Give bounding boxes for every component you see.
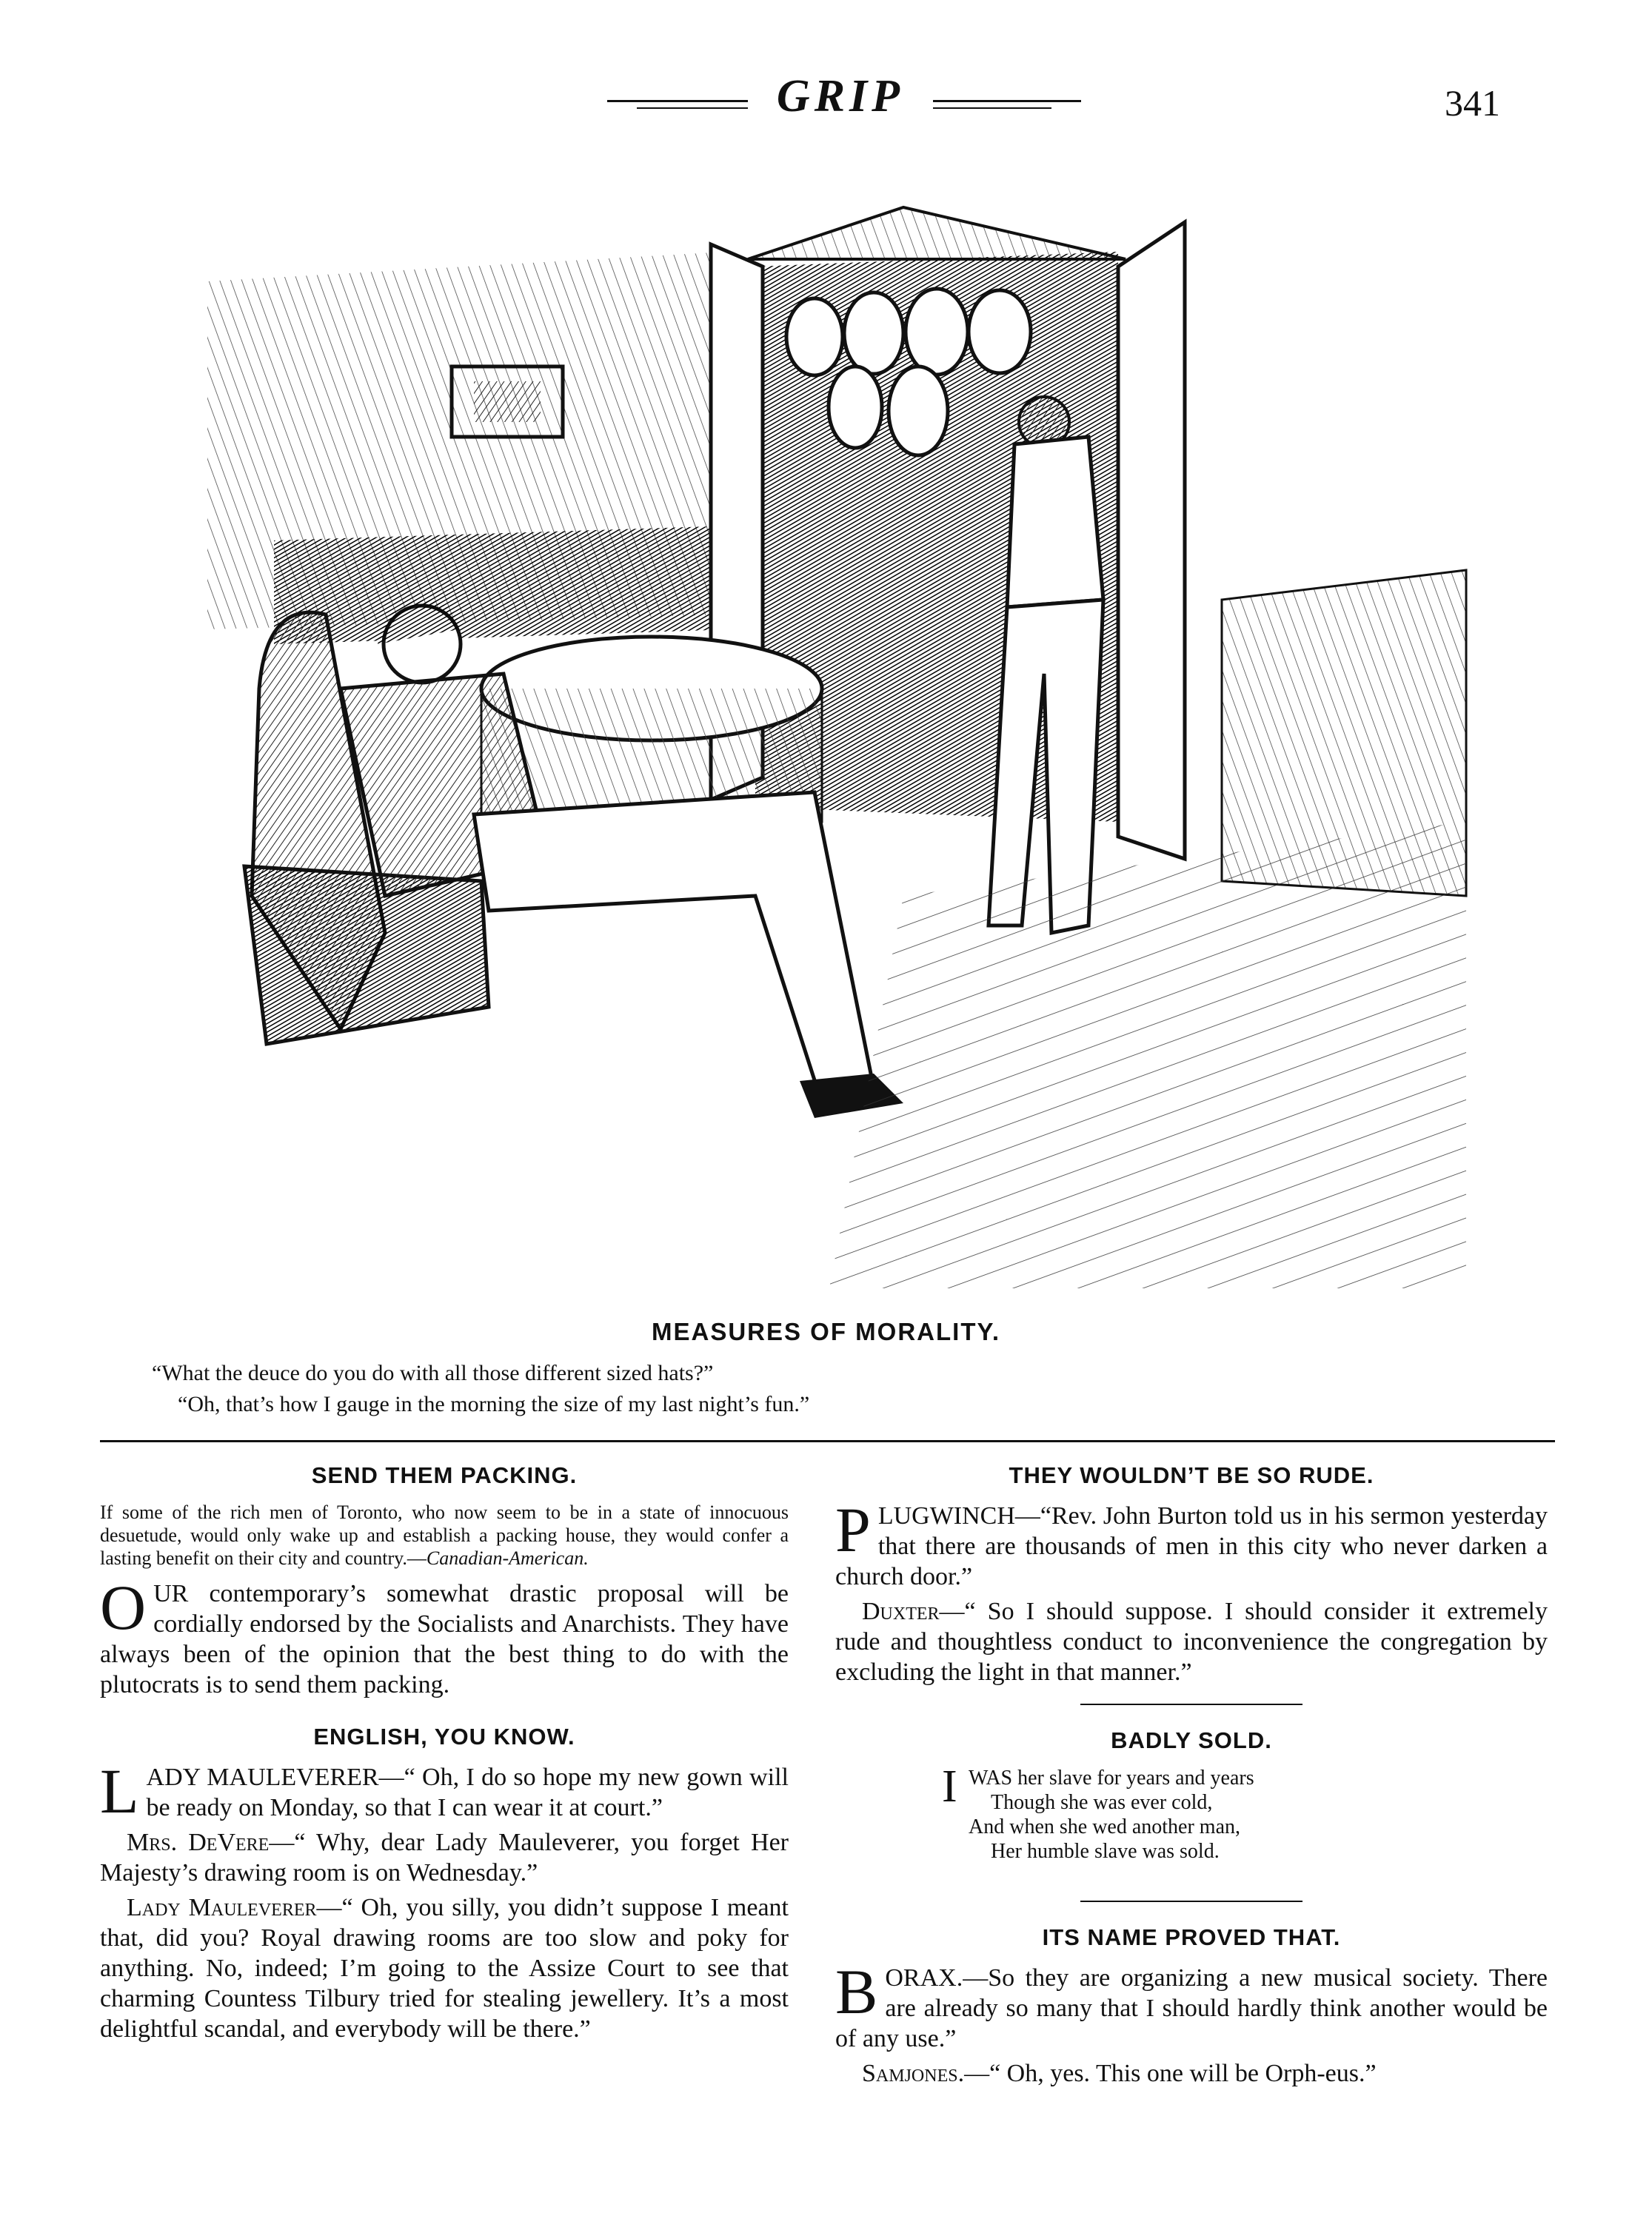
wardrobe-cornice (748, 207, 1126, 259)
masthead-rule-right-2 (933, 107, 1051, 109)
heading-send-them-packing: SEND THEM PACKING. (311, 1462, 578, 1488)
speaker: Mrs. DeVere (127, 1829, 270, 1856)
english-p2 (100, 1827, 789, 1888)
masthead-rule-left-2 (637, 107, 748, 109)
speaker: Samjones (862, 2060, 958, 2087)
paragraph-text: LUGWINCH—“Rev. John Burton told us in his sermon yesterday that there are thousands of men in this city who never darken a church door.” (835, 1502, 1548, 1590)
quote-note (100, 1501, 789, 1570)
paragraph-text: ORAX.—So they are organizing a new musical society. There are already so many that I should hardly think another would be of any use.” (835, 1964, 1548, 2052)
heading-english-you-know: ENGLISH, YOU KNOW. (313, 1724, 575, 1750)
poem-line: Though she was ever cold, (991, 1791, 1213, 1814)
illustration-caption-title: MEASURES OF MORALITY. (651, 1318, 1001, 1345)
paragraph-text: ADY MAULEVERER—“ Oh, I do so hope my new gown will be ready on Monday, so that I can wear it at court.” (146, 1764, 789, 1821)
masthead-title: GRIP (776, 71, 905, 121)
poem (942, 1761, 1548, 1864)
left-column (100, 1462, 789, 2049)
poem-line: And when she wed another man, (969, 1815, 1241, 1838)
paragraph-text: —“ Why, dear Lady Mauleverer, you forget Her Majesty’s drawing room is on Wednesday.” (100, 1829, 789, 1887)
quote-source: Canadian-American. (426, 1547, 589, 1569)
paragraph-text: UR contemporary’s somewhat drastic proposal will be cordially endorsed by the Socialists and Anarchists. They have always been of the opinion that the best thing to do with the plutocrats is to send them packing. (100, 1580, 789, 1698)
caption-line-2: “Oh, that’s how I gauge in the morning the size of my last night’s fun.” (178, 1392, 810, 1416)
floor (829, 822, 1466, 1288)
wainscot (274, 526, 733, 644)
wouldnt-p2 (835, 1596, 1548, 1687)
section-divider (100, 1440, 1555, 1442)
heading-badly-sold: BADLY SOLD. (1111, 1727, 1272, 1753)
page-number: 341 (1445, 82, 1500, 124)
picture (474, 381, 541, 422)
right-column (835, 1462, 1548, 2093)
paragraph-text: .—“ Oh, yes. This one will be Orph-eus.” (957, 2060, 1377, 2087)
english-p1 (100, 1755, 789, 1827)
paragraph-text: —“ Oh, you silly, you didn’t suppose I meant that, did you? Royal drawing rooms are too slow and poky for anything. No, indeed; I’m going to the Assize Court to see that charming Countess Tilbury tried for stealing jewellery. It’s a most delightful scandal, and everybody will be there.” (100, 1894, 789, 2043)
caption-line-1: “What the deuce do you do with all those different sized hats?” (152, 1361, 714, 1385)
poem-line: WAS her slave for years and years (969, 1767, 1254, 1790)
dropcap: O (100, 1572, 147, 1643)
english-p3 (100, 1892, 789, 2044)
heading-they-wouldnt: THEY WOULDN’T BE SO RUDE. (1009, 1462, 1374, 1488)
speaker: Duxter (862, 1598, 940, 1625)
small-rule (1080, 1704, 1302, 1705)
wouldnt-p1 (835, 1494, 1548, 1592)
its-name-p2 (835, 2058, 1548, 2089)
masthead-rule-left (607, 100, 748, 102)
small-rule (1080, 1901, 1302, 1902)
illustration (163, 155, 1474, 1303)
paragraph-text: —“ So I should suppose. I should consider it extremely rude and thoughtless conduct to inconvenience the congregation by excluding the light in that manner.” (835, 1598, 1548, 1686)
armchair-seat (244, 866, 489, 1044)
dropcap: B (835, 1956, 878, 2027)
heading-its-name: ITS NAME PROVED THAT. (1042, 1924, 1341, 1950)
dropcap: L (100, 1755, 139, 1827)
send-them-packing-body (100, 1572, 789, 1700)
quote-text: If some of the rich men of Toronto, who now seem to be in a state of innocuous desuetude, would only wake up and establish a packing house, they would confer a lasting benefit on their city and country.— (100, 1502, 789, 1569)
wardrobe-door-right (1118, 222, 1185, 859)
masthead-rule-right (933, 100, 1081, 102)
dropcap: I (942, 1761, 957, 1812)
illustration-drawing (163, 155, 1474, 1303)
poem-line: Her humble slave was sold. (991, 1840, 1220, 1863)
speaker: Lady Mauleverer (127, 1894, 317, 1921)
dropcap: P (835, 1494, 871, 1565)
its-name-p1 (835, 1956, 1548, 2054)
masthead (0, 70, 1652, 130)
